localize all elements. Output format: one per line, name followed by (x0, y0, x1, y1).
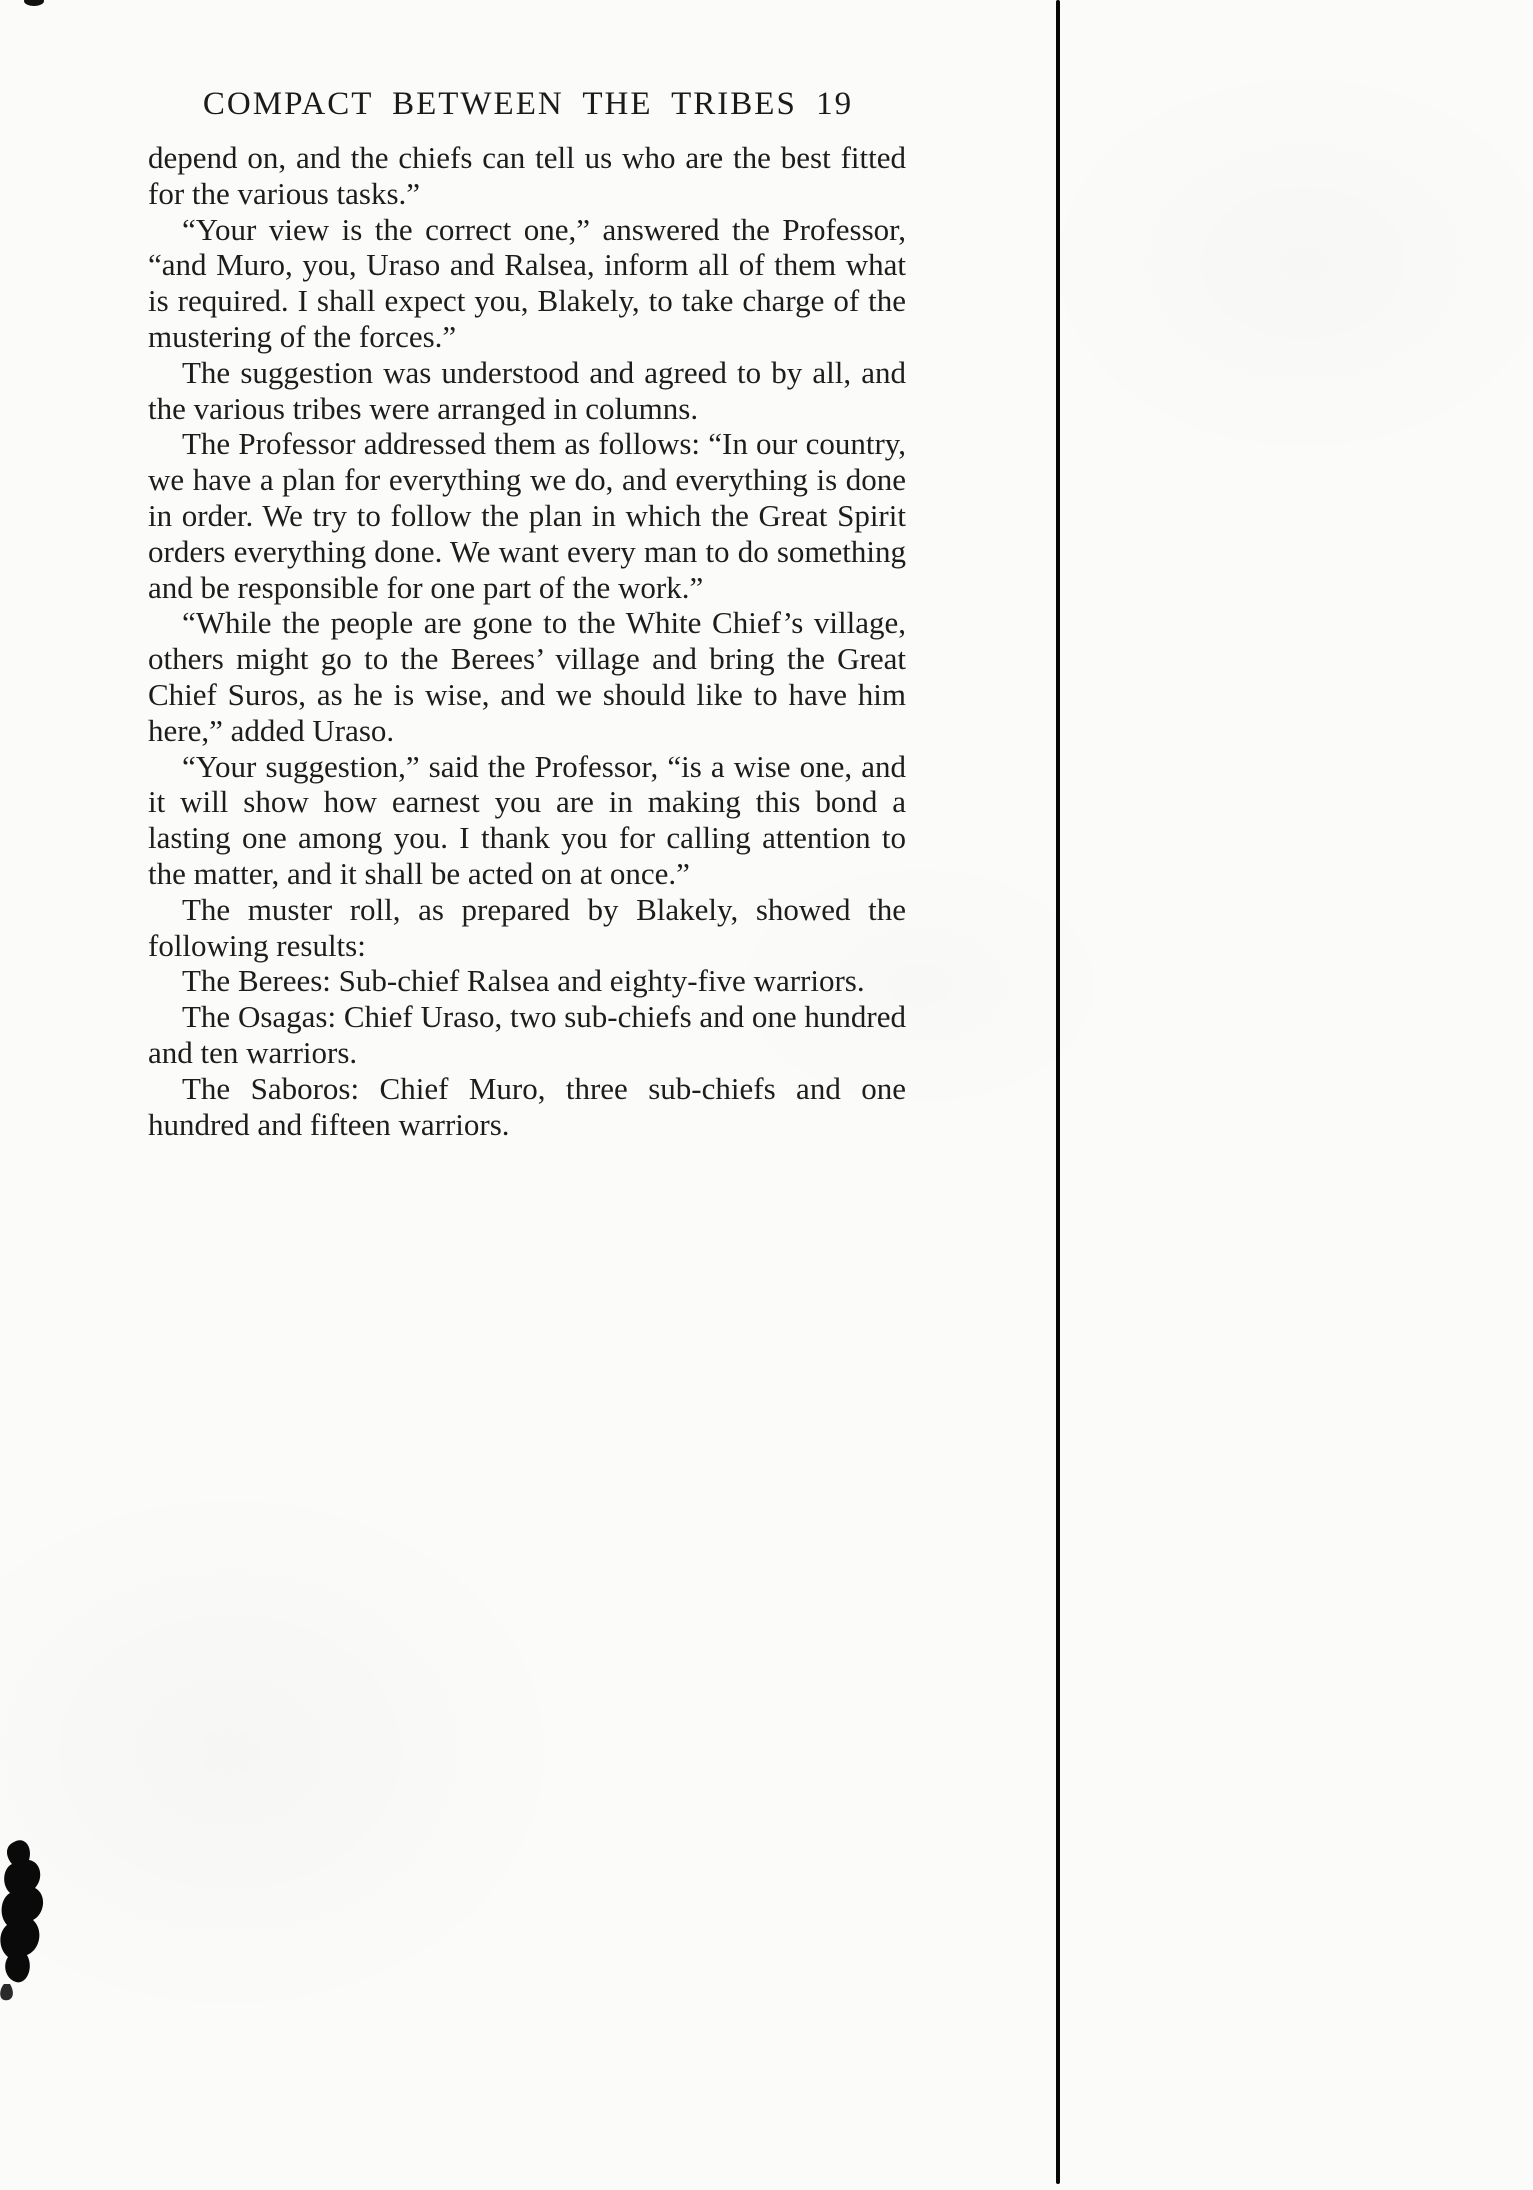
ink-blot (0, 1836, 62, 2004)
paragraph: “Your view is the correct one,” answered the Professor, “and Muro, you, Uraso and Ralsea, inform all of them what is required. I shall expect you, Blakely, to take charge of the mustering of the forces.” (148, 211, 906, 354)
running-title: COMPACT BETWEEN THE TRIBES 19 (202, 86, 854, 122)
page-body (148, 140, 906, 1142)
paragraph: The Professor addressed them as follows: “In our country, we have a plan for everything we do, and everything is done in order. We try to follow the plan in which the Great Spirit orders everything done. We want every man to do something and be responsible for one part of the work.” (148, 426, 906, 605)
paragraph: The Osagas: Chief Uraso, two sub-chiefs and one hundred and ten warriors. (148, 999, 907, 1070)
paragraph: The muster roll, as prepared by Blakely, showed the following results: (148, 891, 906, 963)
paragraph: The Berees: Sub-chief Ralsea and eighty-five warriors. (182, 963, 865, 999)
paragraph: “Your suggestion,” said the Professor, “is a wise one, and it will show how earnest you are in making this bond a lasting one among you. I thank you for calling attention to the matter, and it shall be acted on at once.” (148, 748, 906, 891)
scan-artifact-mark (24, 0, 44, 6)
paragraph: depend on, and the chiefs can tell us who are the best fitted for the various tasks.” (148, 140, 906, 211)
paragraph: The suggestion was understood and agreed to by all, and the various tribes were arranged in columns. (148, 354, 906, 426)
paragraph: The Saboros: Chief Muro, three sub-chiefs and one hundred and fifteen warriors. (148, 1070, 906, 1142)
page-binding-line (1056, 0, 1060, 2184)
page-header (148, 86, 908, 123)
paragraph: “While the people are gone to the White Chief’s village, others might go to the Berees’ village and bring the Great Chief Suros, as he is wise, and we should like to have him here,” added Uraso. (148, 605, 906, 748)
